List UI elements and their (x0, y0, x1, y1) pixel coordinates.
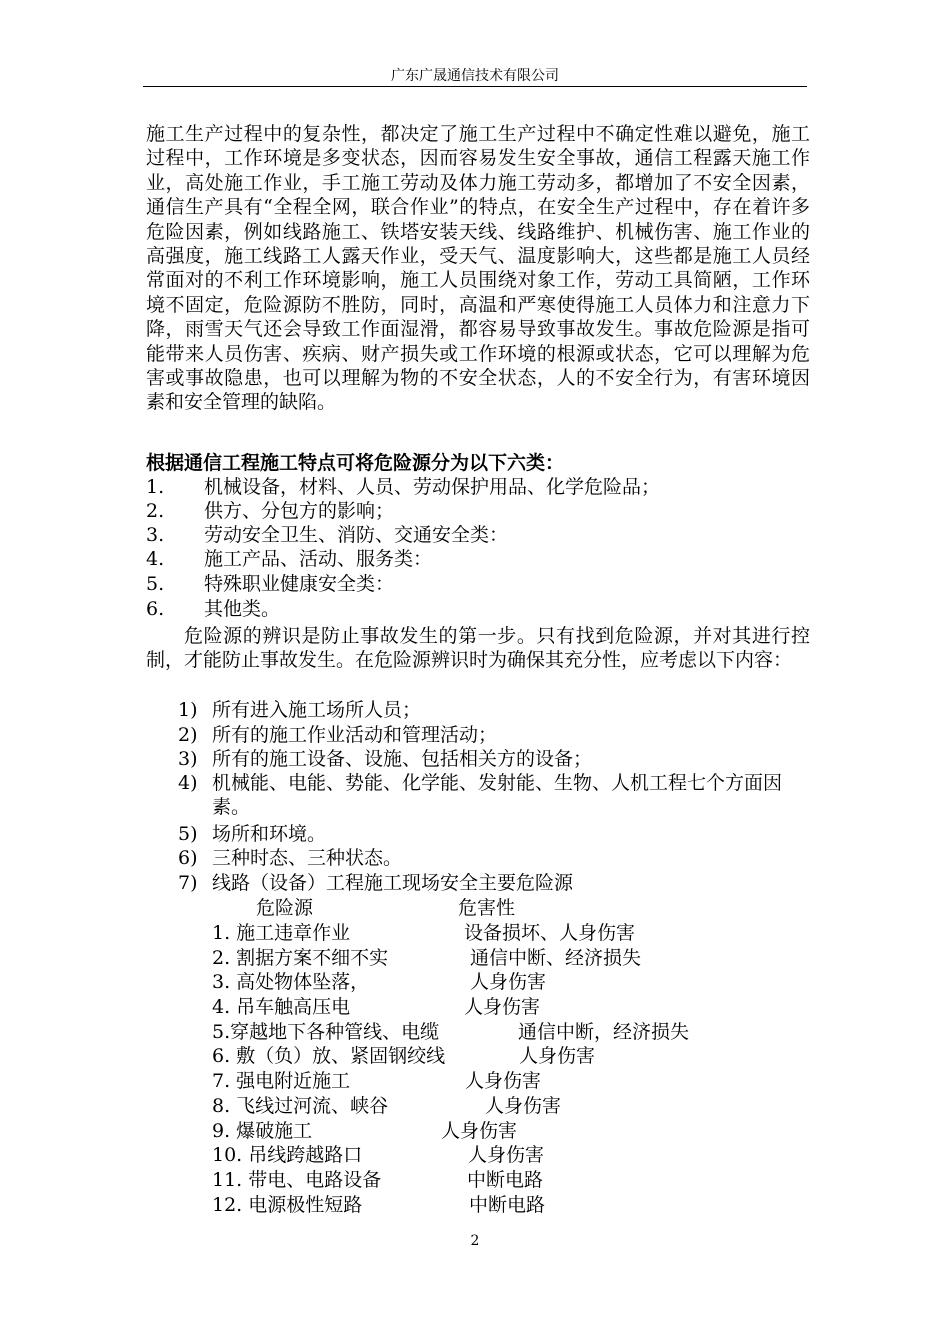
consideration-text: 机械能、电能、势能、化学能、发射能、生物、人机工程七个方面因素。 (212, 772, 783, 818)
consideration-text: 线路（设备）工程施工现场安全主要危险源 (212, 872, 574, 894)
hazard-name: 8. 飞线过河流、峡谷 (212, 1095, 389, 1117)
category-number: 1. (146, 476, 165, 498)
hazard-harm: 人身伤害 (519, 1045, 596, 1067)
consideration-text: 所有进入施工场所人员； (212, 699, 422, 721)
harm-column-header: 危害性 (458, 897, 516, 919)
hazard-harm: 人身伤害 (441, 1120, 518, 1142)
hazard-name: 2. 割据方案不细不实 (212, 947, 389, 969)
category-item (146, 572, 394, 596)
consideration-number: 3) (178, 748, 198, 770)
categories-heading: 根据通信工程施工特点可将危险源分为以下六类： (146, 452, 565, 474)
consideration-number: 2) (178, 724, 198, 746)
hazard-name: 10. 吊线跨越路口 (212, 1144, 363, 1166)
hazard-harm: 设备损坏、人身伤害 (464, 922, 636, 944)
category-text: 供方、分包方的影响； (204, 500, 395, 522)
hazard-harm: 人身伤害 (465, 1070, 542, 1092)
hazard-name: 9. 爆破施工 (212, 1120, 313, 1142)
category-number: 5. (146, 573, 165, 595)
hazard-harm: 中断电路 (469, 1194, 546, 1216)
hazard-column-header: 危险源 (256, 897, 314, 919)
page-number: 2 (470, 1233, 480, 1249)
category-number: 4. (146, 548, 165, 570)
hazard-name: 11. 带电、电路设备 (212, 1169, 382, 1191)
hazard-harm: 中断电路 (467, 1169, 544, 1191)
consideration-text: 所有的施工作业活动和管理活动； (212, 724, 498, 746)
consideration-text: 所有的施工设备、设施、包括相关方的设备； (212, 748, 593, 770)
category-number: 3. (146, 524, 165, 546)
identification-paragraph: 危险源的辨识是防止事故发生的第一步。只有找到危险源，并对其进行控制，才能防止事故发生。在危险源辨识时为确保其充分性，应考虑以下内容： (146, 625, 810, 672)
category-item (146, 475, 660, 499)
category-number: 6. (146, 598, 165, 620)
hazard-name: 7. 强电附近施工 (212, 1070, 351, 1092)
category-text: 特殊职业健康安全类： (204, 573, 395, 595)
consideration-number: 1) (178, 699, 198, 721)
category-item (146, 523, 508, 547)
consideration-number: 7) (178, 872, 198, 894)
hazard-harm: 人身伤害 (470, 971, 547, 993)
hazard-name: 4. 吊车触高压电 (212, 996, 351, 1018)
consideration-number: 5) (178, 823, 198, 845)
category-text: 劳动安全卫生、消防、交通安全类： (204, 524, 509, 546)
header-divider (143, 86, 807, 87)
category-item (146, 547, 432, 571)
hazard-name: 3. 高处物体坠落， (212, 971, 370, 993)
hazard-name: 1. 施工违章作业 (212, 922, 351, 944)
consideration-number: 6) (178, 847, 198, 869)
hazard-harm: 通信中断、经济损失 (470, 947, 642, 969)
hazard-name: 12. 电源极性短路 (212, 1194, 363, 1216)
hazard-name: 5.穿越地下各种管线、电缆 (212, 1021, 440, 1043)
intro-paragraph: 施工生产过程中的复杂性，都决定了施工生产过程中不确定性难以避免，施工过程中，工作环境是多变状态，因而容易发生安全事故，通信工程露天施工作业，高处施工作业，手工施工劳动及体力施工劳动多，都增加了不安全因素，通信生产具有“全程全网，联合作业”的特点，在安全生产过程中，存在着许多危险因素，例如线路施工、铁塔安装天线、线路维护、机械伤害、施工作业的高强度，施工线路工人露天作业，受天气、温度影响大，这些都是施工人员经常面对的不利工作环境影响，施工人员围绕对象工作，劳动工具简陋，工作环境不固定，危险源防不胜防，同时，高温和严寒使得施工人员体力和注意力下降，雨雪天气还会导致工作面湿滑，都容易导致事故发生。事故危险源是指可能带来人员伤害、疾病、财产损失或工作环境的根源或状态，它可以理解为危害或事故隐患，也可以理解为物的不安全状态，人的不安全行为，有害环境因素和安全管理的缺陷。 (146, 123, 810, 414)
category-text: 施工产品、活动、服务类： (204, 548, 433, 570)
hazard-harm: 人身伤害 (468, 1144, 545, 1166)
consideration-text: 三种时态、三种状态。 (212, 847, 403, 869)
hazard-harm: 人身伤害 (464, 996, 541, 1018)
category-item (146, 597, 280, 621)
category-number: 2. (146, 500, 165, 522)
consideration-number: 4) (178, 772, 198, 794)
category-text: 机械设备，材料、人员、劳动保护用品、化学危险品； (204, 476, 661, 498)
category-item (146, 499, 394, 523)
category-text: 其他类。 (204, 598, 281, 620)
hazard-harm: 通信中断，经济损失 (518, 1021, 690, 1043)
consideration-text: 场所和环境。 (212, 823, 327, 845)
hazard-name: 6. 敷（负）放、紧固钢绞线 (212, 1045, 446, 1067)
hazard-harm: 人身伤害 (485, 1095, 562, 1117)
page-header-company: 广东广晟通信技术有限公司 (391, 68, 559, 84)
